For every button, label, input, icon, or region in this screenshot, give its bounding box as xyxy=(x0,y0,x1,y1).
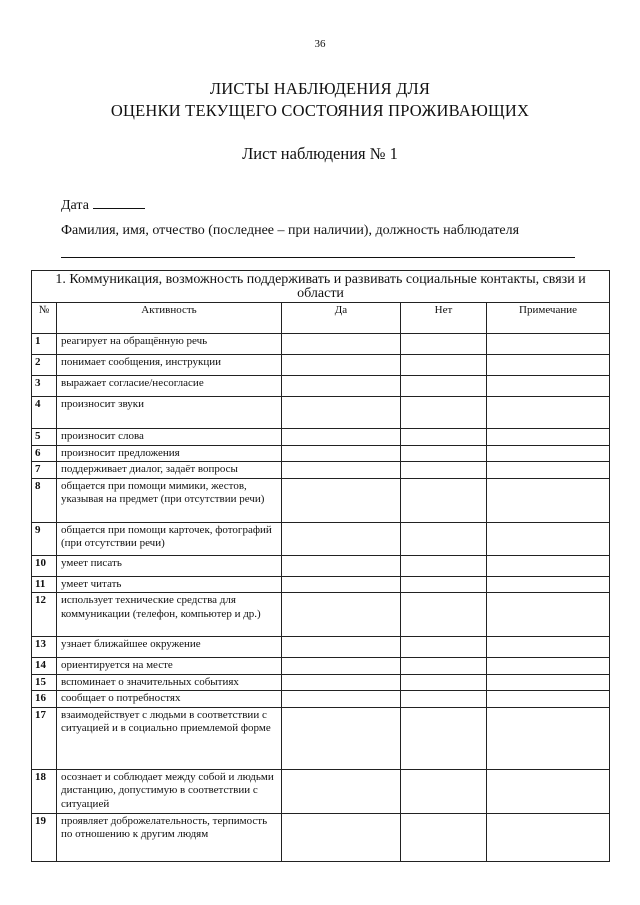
header-activity: Активность xyxy=(57,303,282,334)
cell-yes[interactable] xyxy=(282,593,401,637)
title-line-2: ОЦЕНКИ ТЕКУЩЕГО СОСТОЯНИЯ ПРОЖИВАЮЩИХ xyxy=(110,101,530,120)
section-title: 1. Коммуникация, возможность поддерживать и развивать социальные контакты, связи и области xyxy=(32,271,610,303)
table-row xyxy=(32,376,610,397)
cell-yes[interactable] xyxy=(282,355,401,376)
cell-yes[interactable] xyxy=(282,658,401,675)
row-activity: произносит предложения xyxy=(57,445,282,462)
row-number: 2 xyxy=(32,355,57,376)
cell-note[interactable] xyxy=(487,813,610,861)
table-row xyxy=(32,576,610,593)
table-row xyxy=(32,355,610,376)
table-row xyxy=(32,593,610,637)
cell-note[interactable] xyxy=(487,478,610,522)
row-activity: понимает сообщения, инструкции xyxy=(57,355,282,376)
header-number: № xyxy=(32,303,57,334)
row-number: 7 xyxy=(32,462,57,479)
cell-yes[interactable] xyxy=(282,769,401,813)
cell-note[interactable] xyxy=(487,445,610,462)
cell-note[interactable] xyxy=(487,376,610,397)
cell-yes[interactable] xyxy=(282,397,401,429)
cell-note[interactable] xyxy=(487,658,610,675)
row-number: 8 xyxy=(32,478,57,522)
row-number: 13 xyxy=(32,637,57,658)
table-row xyxy=(32,658,610,675)
row-activity: взаимодействует с людьми в соответствии с ситуацией и в социально приемлемой форме xyxy=(57,707,282,769)
row-activity: произносит звуки xyxy=(57,397,282,429)
table-row xyxy=(32,707,610,769)
row-number: 15 xyxy=(32,674,57,691)
cell-note[interactable] xyxy=(487,637,610,658)
table-row xyxy=(32,478,610,522)
cell-yes[interactable] xyxy=(282,637,401,658)
cell-no[interactable] xyxy=(401,429,487,446)
table-row xyxy=(32,555,610,576)
table-row xyxy=(32,637,610,658)
cell-no[interactable] xyxy=(401,334,487,355)
row-number: 1 xyxy=(32,334,57,355)
document-title xyxy=(0,78,640,122)
table-row xyxy=(32,429,610,446)
row-activity: выражает согласие/несогласие xyxy=(57,376,282,397)
cell-note[interactable] xyxy=(487,522,610,555)
row-number: 12 xyxy=(32,593,57,637)
table-row xyxy=(32,522,610,555)
row-activity: общается при помощи мимики, жестов, указывая на предмет (при отсутствии речи) xyxy=(57,478,282,522)
cell-note[interactable] xyxy=(487,593,610,637)
row-activity: узнает ближайшее окружение xyxy=(57,637,282,658)
row-number: 5 xyxy=(32,429,57,446)
page-number: 36 xyxy=(314,38,326,50)
cell-no[interactable] xyxy=(401,813,487,861)
row-activity: осознает и соблюдает между собой и людьми дистанцию, допустимую в соответствии с ситуацией xyxy=(57,769,282,813)
cell-no[interactable] xyxy=(401,707,487,769)
cell-yes[interactable] xyxy=(282,674,401,691)
table-row xyxy=(32,691,610,708)
cell-note[interactable] xyxy=(487,462,610,479)
cell-no[interactable] xyxy=(401,462,487,479)
row-activity: использует технические средства для коммуникации (телефон, компьютер и др.) xyxy=(57,593,282,637)
cell-yes[interactable] xyxy=(282,813,401,861)
date-label: Дата xyxy=(61,198,89,213)
cell-yes[interactable] xyxy=(282,522,401,555)
cell-note[interactable] xyxy=(487,555,610,576)
cell-no[interactable] xyxy=(401,576,487,593)
cell-no[interactable] xyxy=(401,637,487,658)
cell-no[interactable] xyxy=(401,674,487,691)
row-number: 3 xyxy=(32,376,57,397)
sheet-subtitle: Лист наблюдения № 1 xyxy=(242,144,398,163)
cell-no[interactable] xyxy=(401,769,487,813)
row-number: 18 xyxy=(32,769,57,813)
row-activity: реагирует на обращённую речь xyxy=(57,334,282,355)
cell-note[interactable] xyxy=(487,707,610,769)
cell-note[interactable] xyxy=(487,691,610,708)
cell-yes[interactable] xyxy=(282,707,401,769)
cell-no[interactable] xyxy=(401,397,487,429)
row-number: 6 xyxy=(32,445,57,462)
cell-no[interactable] xyxy=(401,555,487,576)
row-activity: ориентируется на месте xyxy=(57,658,282,675)
title-line-1: ЛИСТЫ НАБЛЮДЕНИЯ ДЛЯ xyxy=(209,79,431,98)
table-row xyxy=(32,674,610,691)
cell-note[interactable] xyxy=(487,397,610,429)
table-row xyxy=(32,445,610,462)
cell-no[interactable] xyxy=(401,478,487,522)
row-activity: поддерживает диалог, задаёт вопросы xyxy=(57,462,282,479)
table-row xyxy=(32,462,610,479)
date-field xyxy=(61,196,145,214)
cell-no[interactable] xyxy=(401,691,487,708)
cell-no[interactable] xyxy=(401,658,487,675)
row-activity: проявляет доброжелательность, терпимость по отношению к другим людям xyxy=(57,813,282,861)
cell-note[interactable] xyxy=(487,429,610,446)
row-number: 9 xyxy=(32,522,57,555)
cell-yes[interactable] xyxy=(282,334,401,355)
row-activity: общается при помощи карточек, фотографий (при отсутствии речи) xyxy=(57,522,282,555)
cell-no[interactable] xyxy=(401,355,487,376)
row-activity: сообщает о потребностях xyxy=(57,691,282,708)
cell-yes[interactable] xyxy=(282,691,401,708)
table-row xyxy=(32,813,610,861)
cell-yes[interactable] xyxy=(282,462,401,479)
cell-no[interactable] xyxy=(401,445,487,462)
row-number: 19 xyxy=(32,813,57,861)
cell-yes[interactable] xyxy=(282,429,401,446)
row-number: 10 xyxy=(32,555,57,576)
cell-yes[interactable] xyxy=(282,478,401,522)
header-no: Нет xyxy=(401,303,487,334)
date-blank-line xyxy=(93,196,145,209)
header-note: Примечание xyxy=(487,303,610,334)
cell-note[interactable] xyxy=(487,674,610,691)
cell-note[interactable] xyxy=(487,334,610,355)
row-number: 17 xyxy=(32,707,57,769)
row-number: 11 xyxy=(32,576,57,593)
cell-note[interactable] xyxy=(487,769,610,813)
table-row xyxy=(32,769,610,813)
table-row xyxy=(32,334,610,355)
cell-yes[interactable] xyxy=(282,376,401,397)
table-row xyxy=(32,397,610,429)
cell-yes[interactable] xyxy=(282,445,401,462)
row-number: 4 xyxy=(32,397,57,429)
row-activity: умеет писать xyxy=(57,555,282,576)
cell-note[interactable] xyxy=(487,355,610,376)
cell-no[interactable] xyxy=(401,376,487,397)
cell-yes[interactable] xyxy=(282,576,401,593)
cell-yes[interactable] xyxy=(282,555,401,576)
cell-no[interactable] xyxy=(401,593,487,637)
row-activity: произносит слова xyxy=(57,429,282,446)
observer-name-label: Фамилия, имя, отчество (последнее – при наличии), должность наблюдателя xyxy=(61,223,520,238)
cell-note[interactable] xyxy=(487,576,610,593)
observer-name-blank-line xyxy=(61,257,575,258)
cell-no[interactable] xyxy=(401,522,487,555)
row-activity: вспоминает о значительных событиях xyxy=(57,674,282,691)
row-number: 14 xyxy=(32,658,57,675)
observation-table xyxy=(31,270,610,862)
header-yes: Да xyxy=(282,303,401,334)
row-activity: умеет читать xyxy=(57,576,282,593)
row-number: 16 xyxy=(32,691,57,708)
